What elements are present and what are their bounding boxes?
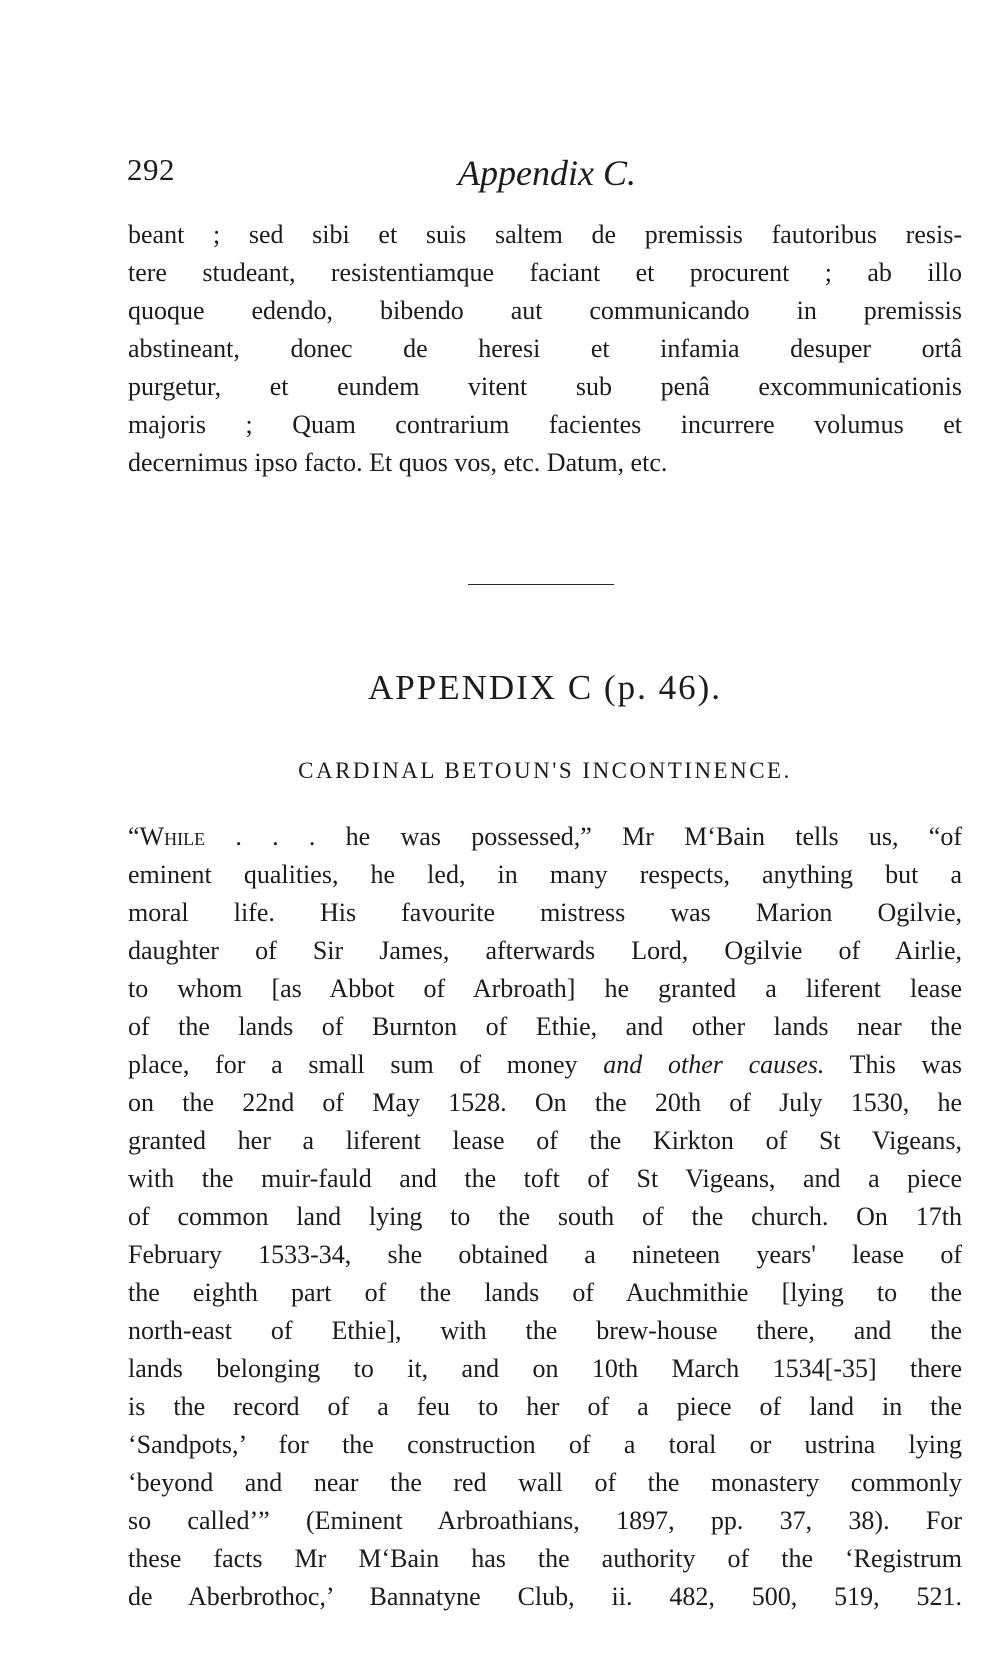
text-line: with the muir-fauld and the toft of St Vigeans, and a piece — [128, 1164, 962, 1193]
text-fragment: place, for a small sum of money — [128, 1050, 604, 1079]
text-line: tere studeant, resistentiamque faciant et procurent ; ab illo — [128, 258, 962, 287]
text-line: of the lands of Burnton of Ethie, and other lands near the — [128, 1012, 962, 1041]
text-line: of common land lying to the south of the church. On 17th — [128, 1202, 962, 1231]
text-line: abstineant, donec de heresi et infamia desuper ortâ — [128, 334, 962, 363]
text-line: de Aberbrothoc,’ Bannatyne Club, ii. 482, 500, 519, 521. — [128, 1582, 962, 1611]
text-line: ‘Sandpots,’ for the construction of a toral or ustrina lying — [128, 1430, 962, 1459]
text-line: February 1533-34, she obtained a nineteen years' lease of — [128, 1240, 962, 1269]
appendix-heading: APPENDIX C (p. 46). — [368, 668, 722, 707]
opening-word: While — [139, 822, 206, 851]
text-line: beant ; sed sibi et suis saltem de premissis fautoribus resis- — [128, 220, 962, 249]
text-line: decernimus ipso facto. Et quos vos, etc. Datum, etc. — [128, 448, 668, 477]
body-paragraph — [128, 818, 962, 1616]
text-line: the eighth part of the lands of Auchmithie [lying to the — [128, 1278, 962, 1307]
continuation-paragraph — [128, 216, 962, 482]
text-fragment: This was — [824, 1050, 962, 1079]
text-line: lands belonging to it, and on 10th March 1534[-35] there — [128, 1354, 962, 1383]
text-line: daughter of Sir James, afterwards Lord, Ogilvie of Airlie, — [128, 936, 962, 965]
text-line: eminent qualities, he led, in many respects, anything but a — [128, 860, 962, 889]
section-divider-rule — [468, 584, 614, 585]
running-head — [127, 152, 967, 192]
running-title: Appendix C. — [458, 153, 636, 193]
text-line: on the 22nd of May 1528. On the 20th of July 1530, he — [128, 1088, 962, 1117]
appendix-subheading: CARDINAL BETOUN'S INCONTINENCE. — [298, 758, 792, 783]
text-fragment: . . . he was possessed,” Mr M‘Bain tells us, “of — [205, 822, 962, 851]
text-line: so called’” (Eminent Arbroathians, 1897, pp. 37, 38). For — [128, 1506, 962, 1535]
text-line: is the record of a feu to her of a piece of land in the — [128, 1392, 962, 1421]
text-line — [128, 1046, 962, 1084]
text-line: moral life. His favourite mistress was Marion Ogilvie, — [128, 898, 962, 927]
text-line: ‘beyond and near the red wall of the monastery commonly — [128, 1468, 962, 1497]
text-line: quoque edendo, bibendo aut communicando in premissis — [128, 296, 962, 325]
text-line: to whom [as Abbot of Arbroath] he granted a liferent lease — [128, 974, 962, 1003]
text-line: north-east of Ethie], with the brew-house there, and the — [128, 1316, 962, 1345]
text-line — [128, 818, 962, 856]
text-line: these facts Mr M‘Bain has the authority of the ‘Registrum — [128, 1544, 962, 1573]
italic-phrase: and other causes. — [603, 1050, 825, 1079]
text-line: granted her a liferent lease of the Kirkton of St Vigeans, — [128, 1126, 962, 1155]
open-quote: “ — [128, 822, 140, 851]
text-line: majoris ; Quam contrarium facientes incurrere volumus et — [128, 410, 962, 439]
page-number: 292 — [127, 152, 175, 187]
text-line: purgetur, et eundem vitent sub penâ excommunicationis — [128, 372, 962, 401]
